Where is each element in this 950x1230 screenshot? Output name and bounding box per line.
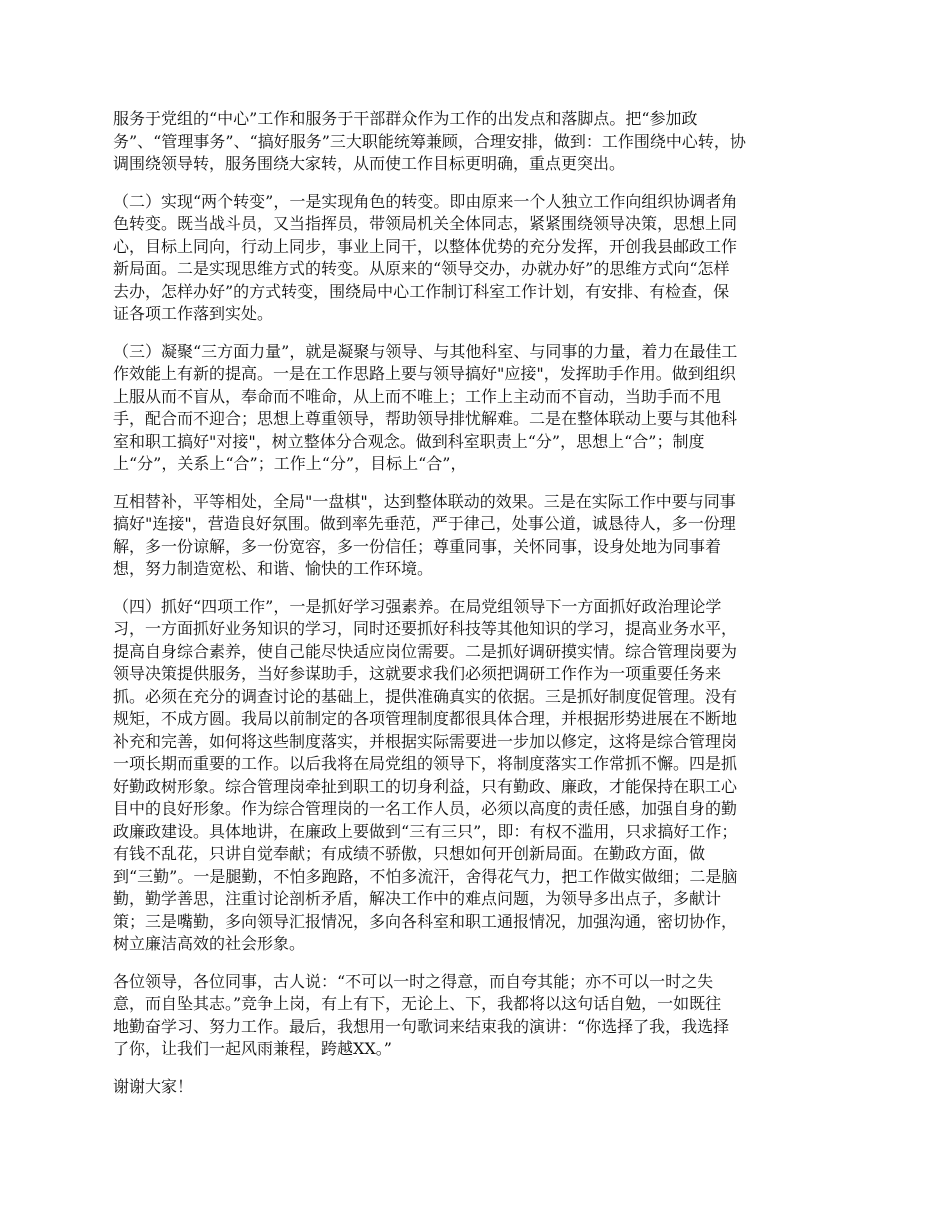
text-line: 色转变。既当战斗员，又当指挥员，带领局机关全体同志，紧紧围绕领导决策，思想上同 bbox=[113, 214, 738, 233]
text-line: 好勤政树形象。综合管理岗牵扯到职工的切身利益，只有勤政、廉政，才能保持在职工心 bbox=[113, 776, 738, 796]
text-line: 意，而自坠其志。”竞争上岗，有上有下，无论上、下，我都将以这句话自勉，一如既往 bbox=[113, 994, 722, 1013]
text-line: 策；三是嘴勤，多向领导汇报情况，多向各科室和职工通报情况，加强沟通，密切协作， bbox=[113, 911, 738, 931]
text-line: 搞好"连接"，营造良好氛围。做到率先垂范，严于律己，处事公道，诚恳待人，多一份理 bbox=[113, 514, 736, 533]
paragraph bbox=[113, 491, 843, 581]
text-line: 补充和完善，如何将这些制度落实，并根据实际需要进一步加以修定，这将是综合管理岗 bbox=[113, 731, 738, 751]
text-line: 上服从而不盲从，奉命而不唯命，从上而不唯上；工作上主动而不盲动，当助手而不甩 bbox=[113, 386, 722, 406]
text-line: 服务于党组的“中心”工作和服务于干部群众作为工作的出发点和落脚点。把“参加政 bbox=[113, 109, 698, 128]
text-line: 提高自身综合素养，使自己能尽快适应岗位需要。二是抓好调研摸实情。综合管理岗要为 bbox=[113, 641, 738, 661]
text-line: 去办，怎样办好”的方式转变，围绕局中心工作制订科室工作计划，有安排、有检查，保 bbox=[113, 281, 730, 301]
text-line: 勤，勤学善思，注重讨论剖析矛盾，解决工作中的难点问题，为领导多出点子，多献计 bbox=[113, 889, 722, 908]
text-line: 目中的良好形象。作为综合管理岗的一名工作人员，必须以高度的责任感，加强自身的勤 bbox=[113, 799, 738, 818]
paragraph bbox=[113, 108, 843, 176]
paragraph bbox=[113, 971, 843, 1061]
text-line: 政廉政建设。具体地讲，在廉政上要做到“三有三只”，即：有权不滥用，只求搞好工作； bbox=[113, 821, 738, 841]
text-line: （三）凝聚“三方面力量”，就是凝聚与领导、与其他科室、与同事的力量，着力在最佳工 bbox=[113, 341, 738, 361]
paragraph bbox=[113, 191, 843, 326]
text-line: 一项长期而重要的工作。以后我将在局党组的领导下，将制度落实工作常抓不懈。四是抓 bbox=[113, 754, 738, 773]
text-line: 室和职工搞好"对接"，树立整体分合观念。做到科室职责上“分”，思想上“合”；制度 bbox=[113, 431, 705, 451]
text-line: （二）实现“两个转变”，一是实现角色的转变。即由原来一个人独立工作向组织协调者角 bbox=[113, 191, 738, 211]
text-line: 领导决策提供服务，当好参谋助手，这就要求我们必须把调研工作作为一项重要任务来 bbox=[113, 664, 722, 683]
text-line: 上“分”，关系上“合”；工作上“分”，目标上“合”， bbox=[113, 454, 467, 473]
text-line: 互相替补，平等相处，全局"一盘棋"，达到整体联动的效果。三是在实际工作中要与同事 bbox=[113, 491, 736, 511]
text-line: （四）抓好“四项工作”，一是抓好学习强素养。在局党组领导下一方面抓好政治理论学 bbox=[113, 596, 722, 616]
text-line: 各位领导，各位同事，古人说：“不可以一时之得意，而自夸其能；亦不可以一时之失 bbox=[113, 971, 714, 991]
text-line: 新局面。二是实现思维方式的转变。从原来的“领导交办，办就办好”的思维方式向“怎样 bbox=[113, 259, 730, 278]
text-line: 证各项工作落到实处。 bbox=[113, 304, 274, 323]
paragraph bbox=[113, 1076, 843, 1099]
text-line: 规矩，不成方圆。我局以前制定的各项管理制度都很具体合理，并根据形势进展在不断地 bbox=[113, 709, 738, 728]
text-line: 手，配合而不迎合；思想上尊重领导，帮助领导排忧解难。二是在整体联动上要与其他科 bbox=[113, 409, 738, 428]
text-line: 习，一方面抓好业务知识的学习，同时还要抓好科技等其他知识的学习，提高业务水平， bbox=[113, 619, 738, 638]
text-line: 地勤奋学习、努力工作。最后，我想用一句歌词来结束我的演讲：“你选择了我，我选择 bbox=[113, 1016, 730, 1036]
text-line: 想，努力制造宽松、和谐、愉快的工作环境。 bbox=[113, 559, 434, 578]
text-line: 到“三勤”。一是腿勤，不怕多跑路，不怕多流汗，舍得花气力，把工作做实做细；二是脑 bbox=[113, 866, 738, 886]
text-line: 树立廉洁高效的社会形象。 bbox=[113, 934, 306, 953]
text-line: 有钱不乱花，只讲自觉奉献；有成绩不骄傲，只想如何开创新局面。在勤政方面，做 bbox=[113, 844, 706, 863]
paragraph bbox=[113, 341, 843, 476]
text-line: 作效能上有新的提高。一是在工作思路上要与领导搞好"应接"，发挥助手作用。做到组织 bbox=[113, 364, 736, 383]
text-line: 了你，让我们一起风雨兼程，跨越XX。” bbox=[113, 1039, 392, 1058]
paragraph bbox=[113, 596, 843, 956]
text-line: 解，多一份谅解，多一份宽容，多一份信任；尊重同事，关怀同事，设身处地为同事着 bbox=[113, 536, 722, 556]
text-line: 务”、“管理事务”、“搞好服务”三大职能统筹兼顾，合理安排，做到：工作围绕中心转，协 bbox=[113, 131, 746, 151]
text-line: 心，目标上同向，行动上同步，事业上同干，以整体优势的充分发挥，开创我县邮政工作 bbox=[113, 236, 738, 256]
text-line: 谢谢大家！ bbox=[113, 1076, 194, 1096]
document-body bbox=[113, 108, 843, 1113]
text-line: 调围绕领导转，服务围绕大家转，从而使工作目标更明确，重点更突出。 bbox=[113, 154, 626, 173]
text-line: 抓。必须在充分的调查讨论的基础上，提供准确真实的依据。三是抓好制度促管理。没有 bbox=[113, 686, 738, 706]
